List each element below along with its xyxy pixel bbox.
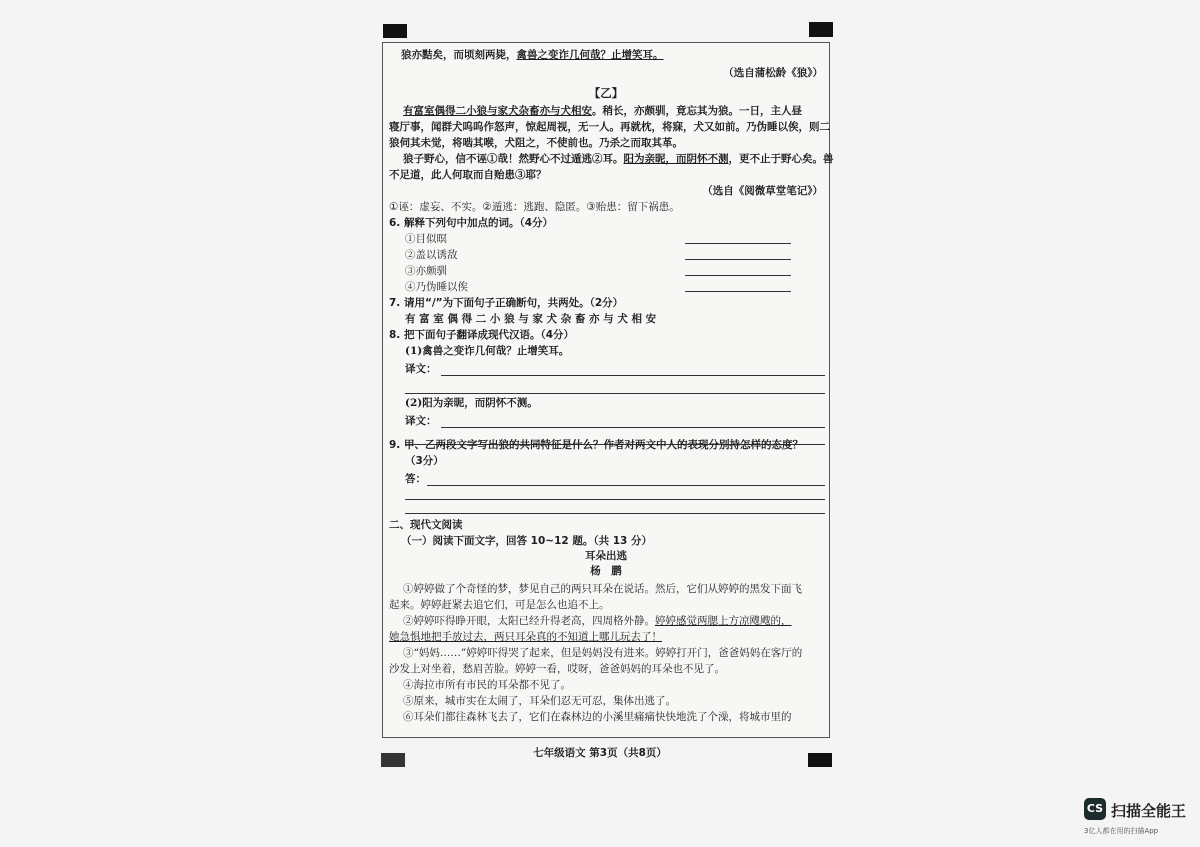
q9-score: （3分） [405, 455, 444, 467]
corner-mark-top-right [809, 22, 833, 37]
q6-answer-line-1[interactable] [685, 243, 791, 244]
scanner-watermark [1084, 798, 1194, 838]
q8-answer-label-2: 译文： [405, 415, 437, 427]
q9-answer-label: 答： [405, 473, 426, 485]
q8-answer-label-1: 译文： [405, 363, 437, 375]
q6-answer-line-3[interactable] [685, 275, 791, 276]
q7-sentence: 有 富 室 偶 得 二 小 狼 与 家 犬 杂 畜 亦 与 犬 相 安 [405, 313, 657, 325]
q8-sentence-2: (2)阳为亲昵，而阴怀不测。 [405, 397, 538, 409]
annotation-notes: ①诬：虚妄、不实。②遁逃：逃跑、隐匿。③贻患：留下祸患。 [389, 201, 680, 213]
source-yuewei: （选自《阅微草堂笔记》） [702, 185, 823, 197]
corner-mark-top-left [383, 24, 407, 38]
article-line-3: ②婷婷吓得睁开眼，太阳已经升得老高，四周格外静。婷婷感觉两腮上方凉飕飕的， [403, 615, 792, 627]
q8-sentence-1: (1)禽兽之变诈几何哉？止增笑耳。 [405, 345, 570, 357]
q6-answer-line-4[interactable] [685, 291, 791, 292]
q9-answer-line-2[interactable] [405, 499, 825, 500]
q6-item-4: ④乃伪睡以俟 [405, 281, 468, 293]
article-author: 杨 鹏 [590, 565, 622, 577]
article-line-7: ④海拉市所有市民的耳朵都不见了。 [403, 679, 571, 691]
article-line-5: ③“妈妈……”婷婷吓得哭了起来，但是妈妈没有进来。婷婷打开门，爸爸妈妈在客厅的 [403, 647, 803, 659]
reading-1-instruction: （一）阅读下面文字，回答 10~12 题。（共 13 分） [401, 535, 653, 547]
yi-line-2: 寝厅事，闻群犬呜呜作怒声，惊起周视，无一人。再就枕，将寐，犬又如前。乃伪睡以俟，则二 [389, 121, 830, 133]
q9-answer-line-1[interactable] [427, 485, 825, 486]
q6-answer-line-2[interactable] [685, 259, 791, 260]
q6-item-2: ②盖以诱敌 [405, 249, 458, 261]
article-line-4: 她急惧地把手放过去，两只耳朵真的不知道上哪儿玩去了！ [389, 631, 662, 643]
q8-title: 8. 把下面句子翻译成现代汉语。（4分） [389, 329, 575, 341]
source-pu-songling: （选自蒲松龄《狼》） [723, 67, 823, 79]
q9-answer-line-3[interactable] [405, 513, 825, 514]
article-line-6: 沙发上对坐着，愁眉苦脸。婷婷一看，哎呀，爸爸妈妈的耳朵也不见了。 [389, 663, 725, 675]
brand-name: 扫描全能王 [1111, 802, 1187, 820]
q7-title: 7. 请用“/”为下面句子正确断句，共两处。（2分） [389, 297, 624, 309]
brand-slogan: 3亿人都在用的扫描App [1084, 827, 1159, 835]
q8-answer-line-1a[interactable] [441, 375, 825, 376]
article-title: 耳朵出逃 [585, 550, 627, 562]
article-line-1: ①婷婷做了个奇怪的梦，梦见自己的两只耳朵在说话。然后，它们从婷婷的黑发下面飞 [403, 583, 802, 595]
yi-line-1: 有富室偶得二小狼与家犬杂畜亦与犬相安。稍长，亦颇驯，竟忘其为狼。一日，主人昼 [403, 105, 802, 117]
exam-page [382, 42, 834, 738]
q6-item-1: ①目似暝 [405, 233, 447, 245]
section-modern-reading: 二、现代文阅读 [389, 519, 463, 531]
q6-title: 6. 解释下列句中加点的词。（4分） [389, 217, 554, 229]
q6-item-3: ③亦颇驯 [405, 265, 447, 277]
article-line-8: ⑤原来，城市实在太闹了，耳朵们忍无可忍，集体出逃了。 [403, 695, 676, 707]
q8-answer-line-2a[interactable] [441, 427, 825, 428]
yi-line-3: 狼伺其未觉，将啮其喉，犬阻之，不使前也。乃杀之而取其革。 [389, 137, 683, 149]
page-footer: 七年级语文 第3页（共8页） [533, 747, 667, 759]
poem-end-line: 狼亦黠矣，而顷刻两毙，禽兽之变诈几何哉？止增笑耳。 [401, 49, 664, 61]
q9-title: 9. 甲、乙两段文字写出狼的共同特征是什么？作者对两文中人的表现分别持怎样的态度？ [389, 439, 803, 451]
yi-line-4: 狼子野心，信不诬①哉！然野心不过遁逃②耳。阳为亲昵，而阴怀不测，更不止于野心矣。兽 [403, 153, 834, 165]
article-line-2: 起来。婷婷赶紧去追它们，可是怎么也追不上。 [389, 599, 610, 611]
yi-heading: 【乙】 [588, 86, 624, 100]
camscanner-logo-icon: CS [1084, 798, 1106, 820]
yi-line-5: 不足道，此人何取而自贻患③耶？ [389, 169, 547, 181]
q8-answer-line-1b[interactable] [405, 393, 825, 394]
article-line-9: ⑥耳朵们都往森林飞去了，它们在森林边的小溪里痛痛快快地洗了个澡，将城市里的 [403, 711, 792, 723]
